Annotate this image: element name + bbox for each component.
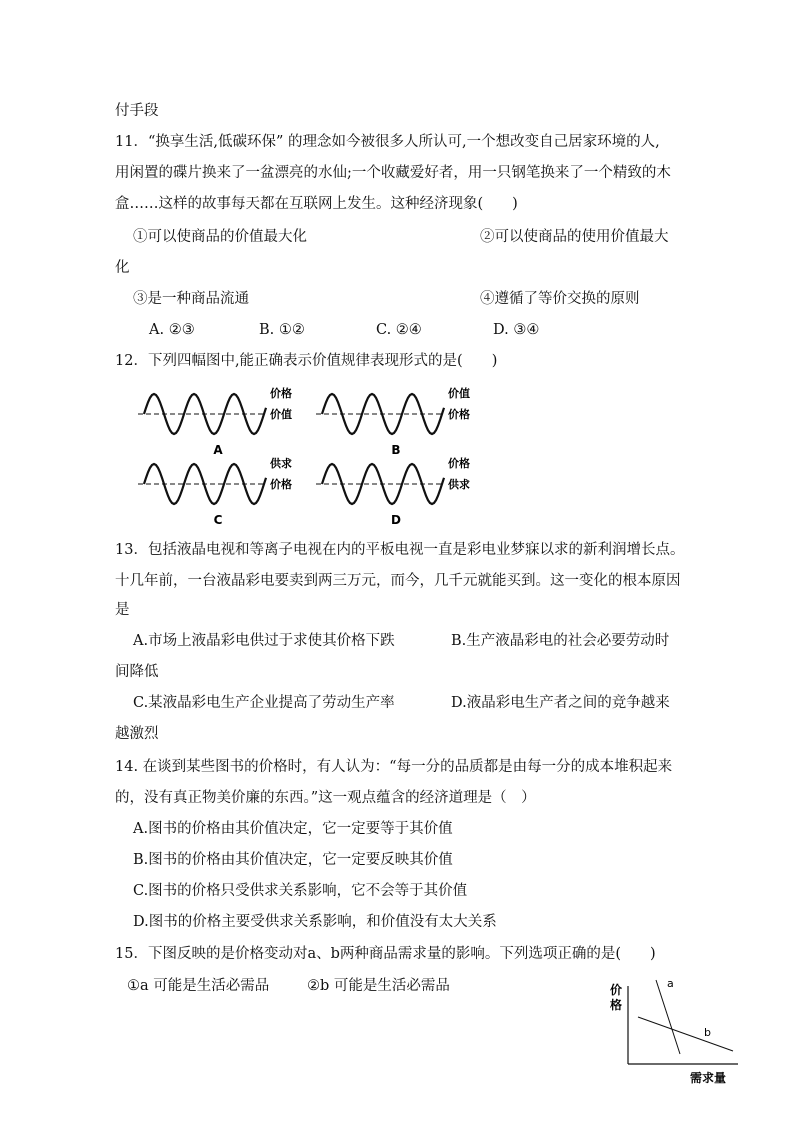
q15-option-1: ①a 可能是生活必需品 [127, 978, 270, 994]
q12-line: 12．下列四幅图中,能正确表示价值规律表现形式的是( ) [115, 353, 498, 369]
q11-option-2-cont: 化 [115, 260, 130, 276]
demand-line-b [638, 1017, 733, 1051]
wave-label: 价格 [448, 457, 470, 470]
q14-choice-a: A.图书的价格由其价值决定，它一定要等于其价值 [133, 821, 453, 837]
panel-name: D [391, 513, 401, 527]
demand-line-a [656, 980, 680, 1054]
q11-option-1: ①可以使商品的价值最大化 [133, 229, 307, 245]
line-label: 价格 [270, 478, 292, 491]
line-label: 供求 [448, 478, 470, 491]
line-b-label: b [704, 1026, 711, 1039]
q13-line-1: 13．包括液晶电视和等离子电视在内的平板电视一直是彩电业梦寐以求的新利润增长点。 [115, 542, 685, 558]
y-axis-label-2: 格 [610, 998, 623, 1012]
line-label: 价值 [270, 408, 292, 421]
wave-label: 供求 [270, 457, 292, 470]
q11-option-3: ③是一种商品流通 [133, 291, 249, 307]
q13-choice-d-cont: 越激烈 [115, 726, 159, 742]
q11-option-4: ④遵循了等价交换的原则 [480, 291, 640, 307]
line-a-label: a [667, 977, 674, 990]
q14-choice-d: D.图书的价格主要受供求关系影响，和价值没有太大关系 [133, 914, 497, 930]
demand-figure [604, 976, 744, 1088]
q13-choice-b: B.生产液晶彩电的社会必要劳动时 [451, 633, 670, 649]
q11-choice-d: D. ③④ [493, 322, 540, 338]
panel-name: B [391, 443, 401, 457]
q13-choice-a: A.市场上液晶彩电供过于求使其价格下跌 [133, 633, 395, 649]
x-axis-label: 需求量 [690, 1071, 727, 1085]
q13-line-2: 十几年前，一台液晶彩电要卖到两三万元，而今，几千元就能买到。这一变化的根本原因 [115, 573, 681, 589]
q13-choice-b-cont: 间降低 [115, 664, 159, 680]
q13-choice-c: C.某液晶彩电生产企业提高了劳动生产率 [133, 695, 395, 711]
q15-option-2: ②b 可能是生活必需品 [307, 978, 450, 994]
wave-label: 价值 [448, 387, 470, 400]
q15-line: 15．下图反映的是价格变动对a、b两种商品需求量的影响。下列选项正确的是( ) [115, 946, 656, 962]
q11-option-2: ②可以使商品的使用价值最大 [480, 229, 669, 245]
q14-choice-c: C.图书的价格只受供求关系影响，它不会等于其价值 [133, 883, 468, 899]
q11-choice-c: C. ②④ [376, 322, 422, 338]
text-line: 付手段 [115, 103, 159, 119]
wave-label: 价格 [270, 387, 292, 400]
q14-choice-b: B.图书的价格由其价值决定，它一定要反映其价值 [133, 852, 453, 868]
q11-line-3: 盒……这样的故事每天都在互联网上发生。这种经济现象( ) [115, 196, 518, 212]
q13-choice-d: D.液晶彩电生产者之间的竞争越来 [451, 695, 670, 711]
q11-choice-b: B. ①② [259, 322, 305, 338]
y-axis-label-1: 价 [610, 983, 623, 997]
wave-figure [138, 380, 483, 535]
q13-line-3: 是 [115, 602, 130, 618]
q14-line-2: 的，没有真正物美价廉的东西。”这一观点蕴含的经济道理是（ ） [115, 790, 536, 806]
panel-name: A [213, 443, 223, 457]
q11-line-2: 用闲置的碟片换来了一盆漂亮的水仙;一个收藏爱好者，用一只钢笔换来了一个精致的木 [115, 165, 671, 181]
q11-line-1: 11．“换享生活,低碳环保” 的理念如今被很多人所认可,一个想改变自己居家环境的人, [115, 134, 660, 150]
q11-choice-a: A. ②③ [149, 322, 195, 338]
line-label: 价格 [448, 408, 470, 421]
q14-line-1: 14. 在谈到某些图书的价格时，有人认为：“每一分的品质都是由每一分的成本堆积起来 [115, 759, 673, 775]
panel-name: C [213, 513, 223, 527]
